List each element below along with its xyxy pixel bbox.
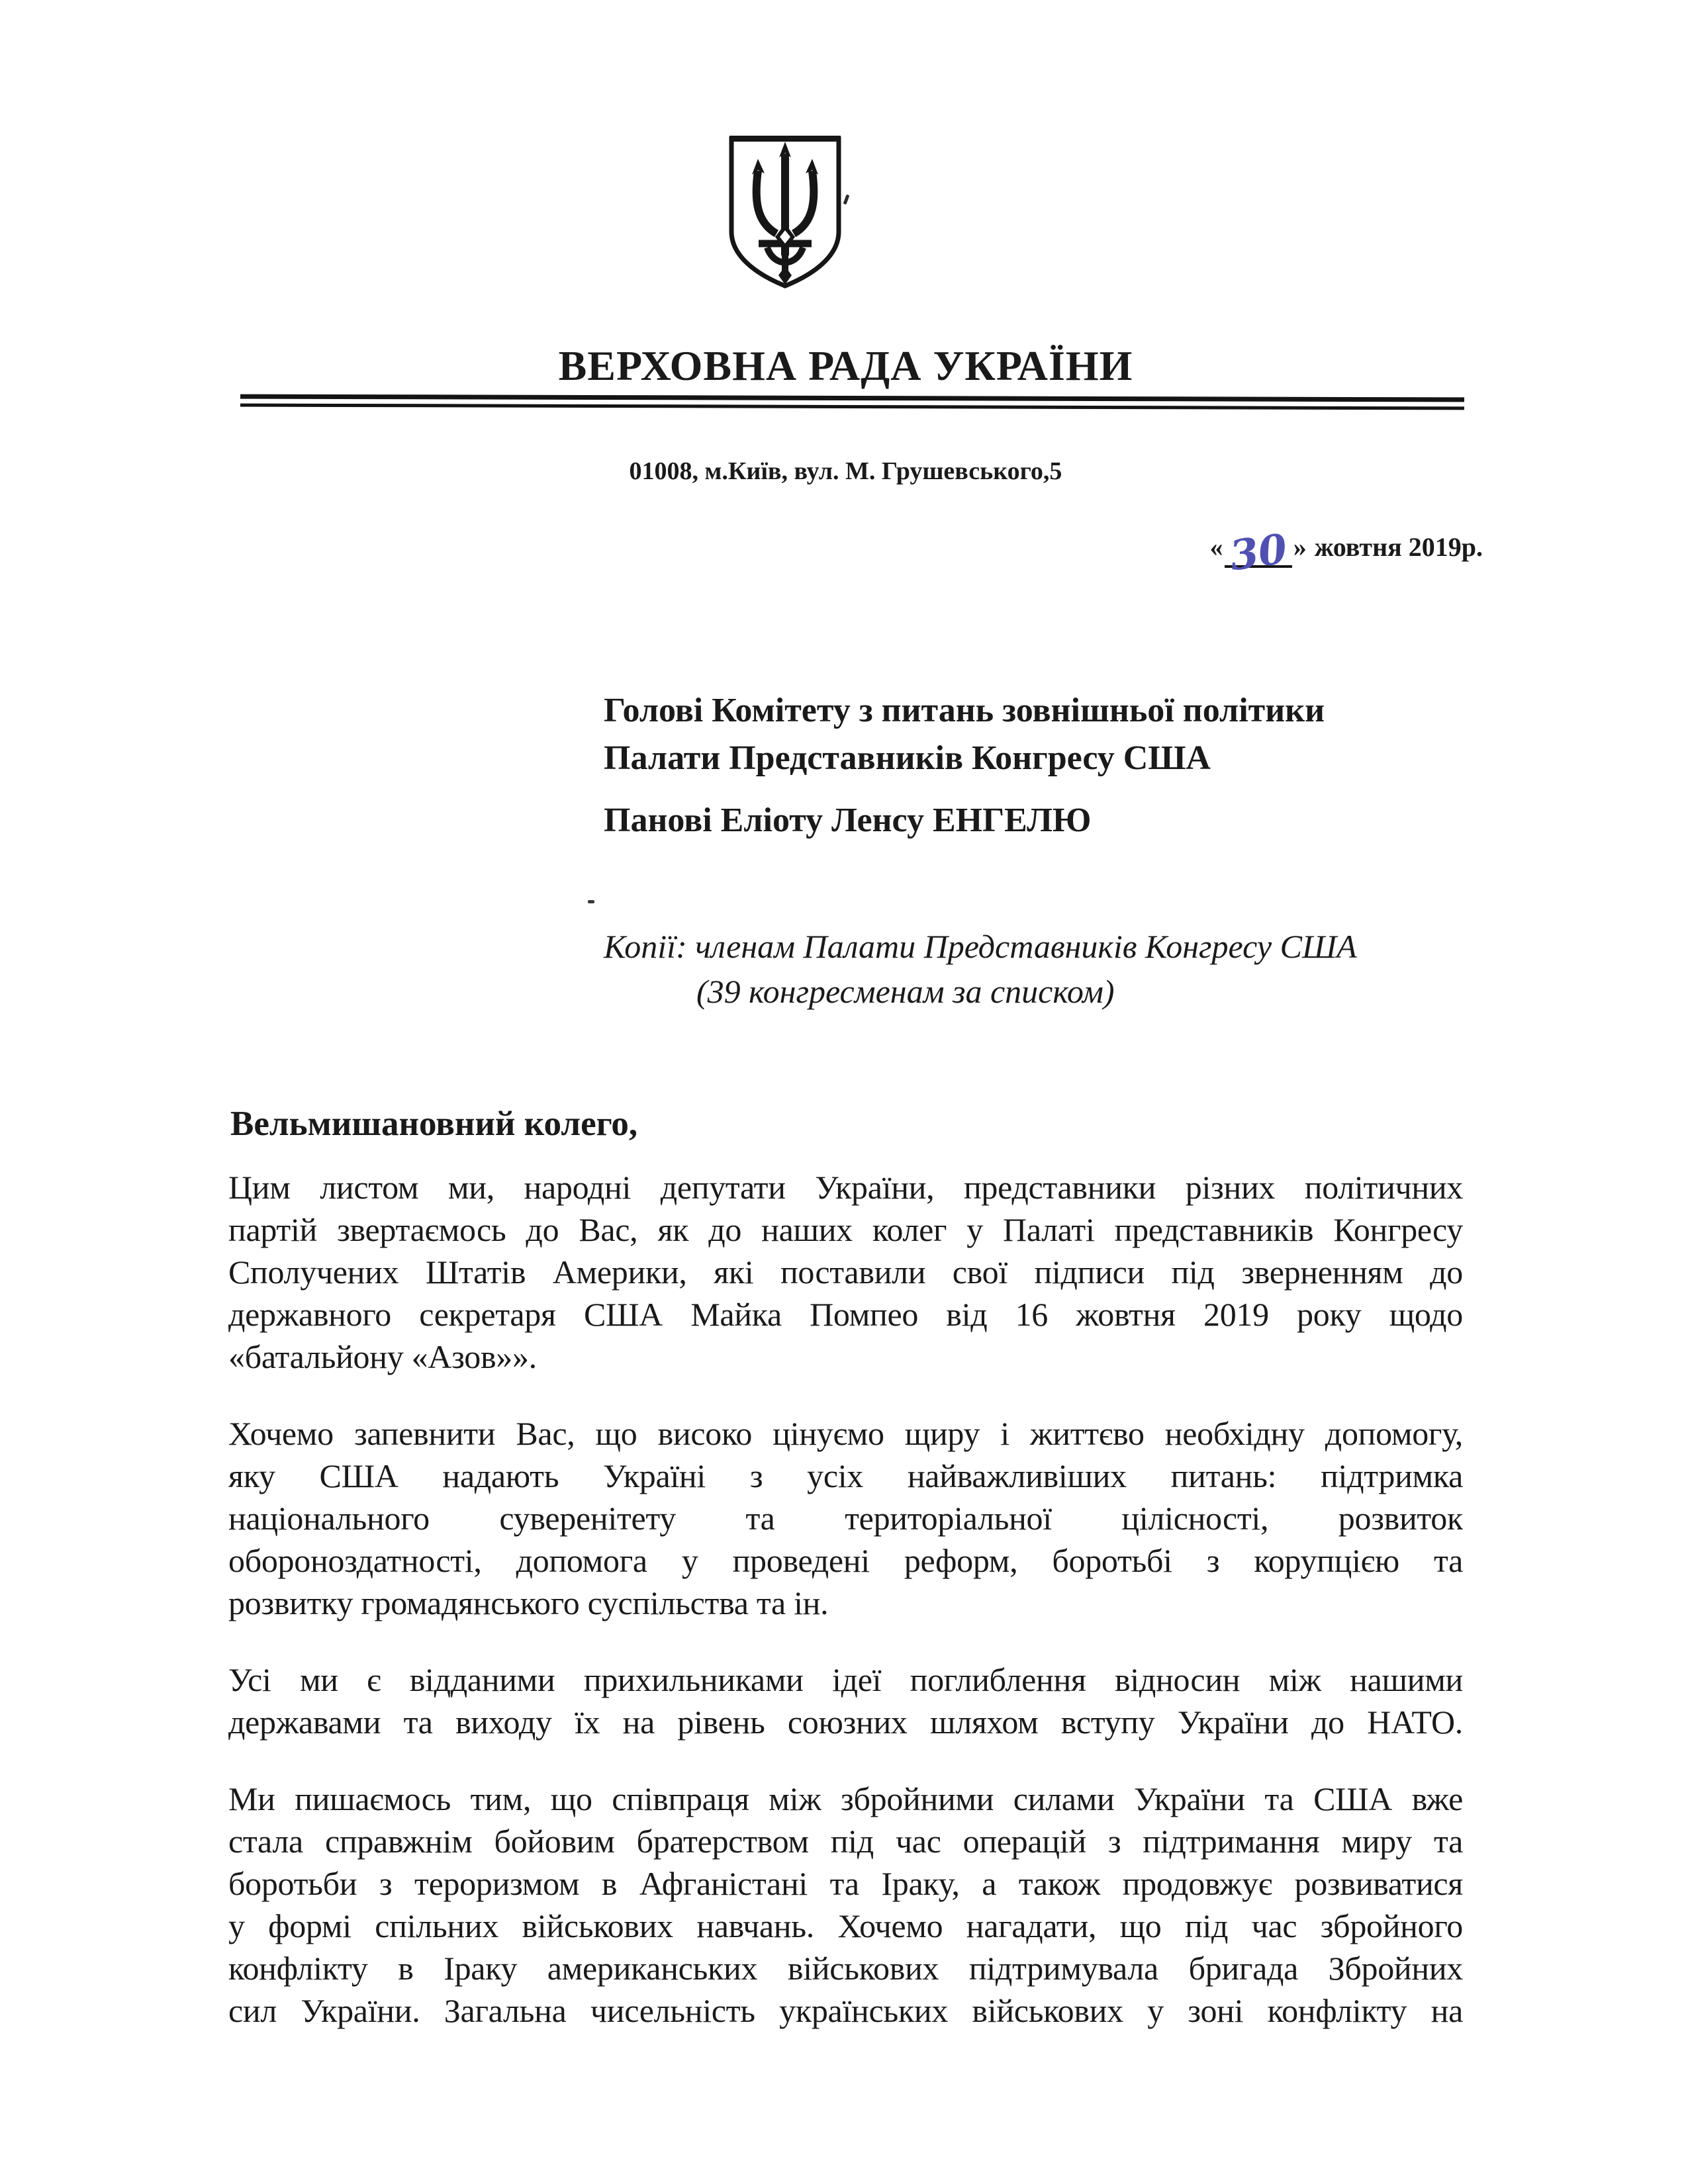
date-month-year: жовтня 2019р. — [1314, 532, 1483, 562]
handwritten-day: 30 — [1226, 524, 1290, 580]
letter-body — [228, 1166, 1463, 2066]
scan-speck — [588, 900, 594, 903]
scan-speck — [843, 195, 850, 205]
copies-line-1: Копії: членам Палати Представників Конгресу США — [604, 928, 1357, 965]
body-line: розвитку громадянського суспільства та ін. — [228, 1584, 829, 1621]
copies-block — [604, 924, 1357, 1014]
org-title: ВЕРХОВНА РАДА УКРАЇНИ — [558, 342, 1133, 389]
copies-line-2: (39 конгресменам за списком) — [696, 973, 1115, 1010]
body-line: боротьби з тероризмом в Афганістані та Іраку, а також продовжує розвиватися — [228, 1865, 1463, 1902]
body-line: партій звертаємось до Вас, як до наших колег у Палаті представників Конгресу — [228, 1211, 1463, 1248]
body-line: Сполучених Штатів Америки, які поставили свої підписи під зверненням до — [228, 1253, 1463, 1291]
body-line: у формі спільних військових навчань. Хочемо нагадати, що під час збройного — [228, 1907, 1463, 1944]
addressee-line-1: Голові Комітету з питань зовнішньої політики — [604, 692, 1325, 729]
addressee-line-3: Панові Еліоту Ленсу ЕНГЕЛЮ — [604, 801, 1092, 839]
paragraph-4 — [228, 1778, 1463, 2032]
ukraine-trident-shield-icon — [726, 131, 844, 294]
body-line: Хочемо запевнити Вас, що високо цінуємо щиру і життєво необхідну допомогу, — [228, 1415, 1463, 1452]
open-guillemet: « — [1209, 532, 1223, 562]
body-line: державного секретаря США Майка Помпео від 16 жовтня 2019 року щодо — [228, 1296, 1463, 1333]
body-line: державами та виходу їх на рівень союзних шляхом вступу України до НАТО. — [228, 1704, 1463, 1741]
paragraph-3 — [228, 1659, 1463, 1743]
rule-top — [240, 394, 1464, 402]
body-line: «батальйону «Азов»». — [228, 1338, 537, 1375]
org-address: 01008, м.Київ, вул. М. Грушевського,5 — [629, 457, 1062, 485]
body-line: Усі ми є відданими прихильниками ідеї поглиблення відносин між нашими — [228, 1661, 1463, 1698]
body-line: національного суверенітету та територіальної цілісності, розвиток — [228, 1500, 1463, 1537]
body-line: Ми пишаємось тим, що співпраця між збройними силами України та США вже — [228, 1780, 1463, 1817]
body-line: стала справжнім бойовим братерством під час операцій з підтримання миру та — [228, 1823, 1463, 1860]
close-guillemet: » — [1293, 532, 1307, 562]
body-line: конфлікту в Іраку американських військових підтримувала бригада Збройних — [228, 1950, 1463, 1987]
body-line: обороноздатності, допомога у проведені реформ, боротьбі з корупцією та — [228, 1542, 1463, 1579]
rule-bottom — [240, 404, 1464, 410]
body-line: сил України. Загальна чисельність українських військових у зоні конфлікту на — [228, 1992, 1463, 2029]
body-line: Цим листом ми, народні депутати України, представники різних політичних — [228, 1169, 1463, 1206]
addressee-line-2: Палати Представників Конгресу США — [604, 739, 1211, 777]
paragraph-2 — [228, 1412, 1463, 1624]
day-underline — [1225, 524, 1292, 580]
addressee-block — [604, 687, 1325, 844]
date-line — [1019, 511, 1483, 580]
header-double-rule — [240, 394, 1464, 410]
salutation: Вельмишановний колего, — [230, 1105, 638, 1143]
body-line: яку США надають Україні з усіх найважливіших питань: підтримка — [228, 1457, 1463, 1494]
paragraph-1 — [228, 1166, 1463, 1378]
